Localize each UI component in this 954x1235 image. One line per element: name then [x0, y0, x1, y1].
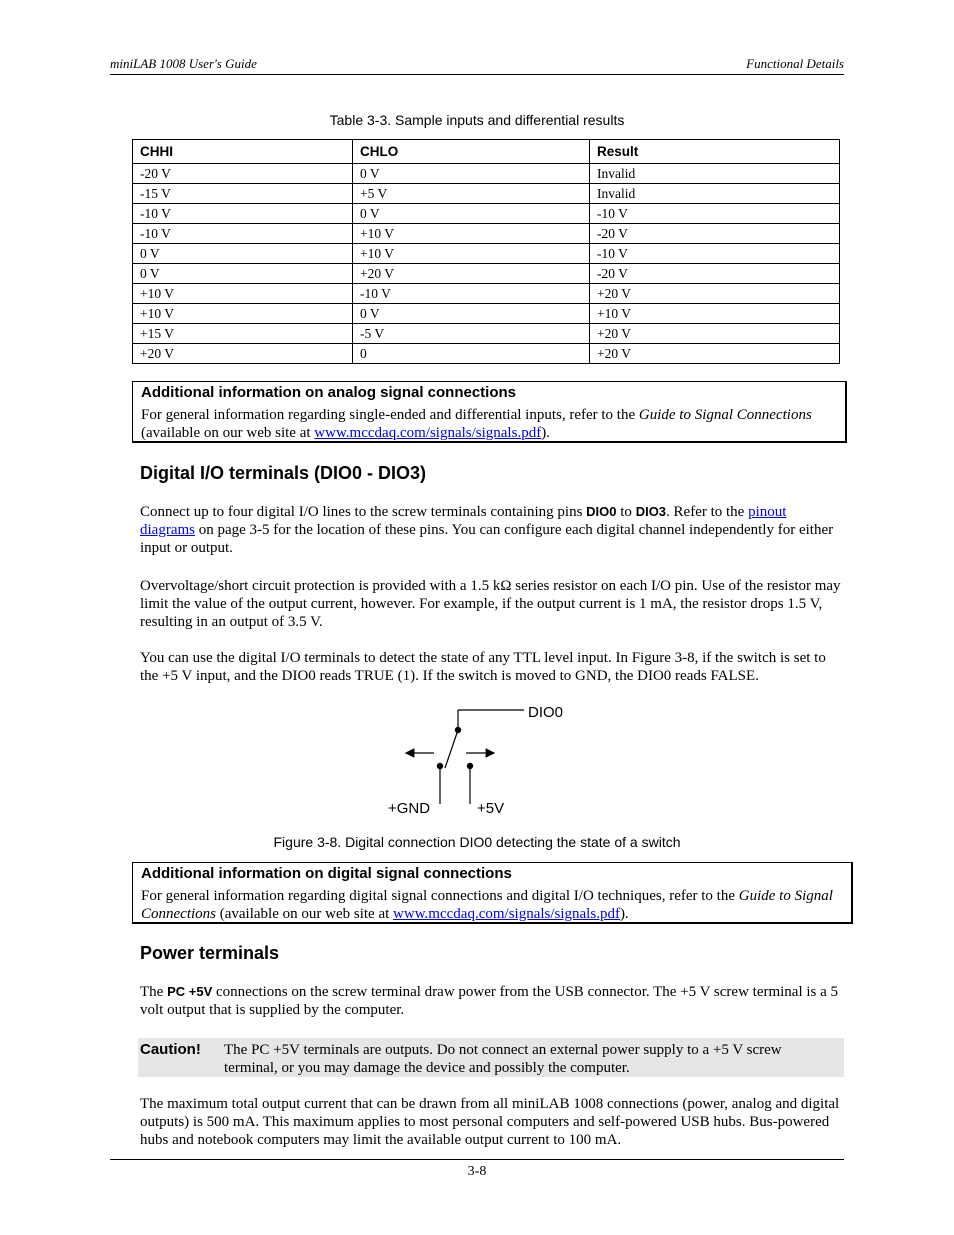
table-cell: -5 V — [353, 324, 590, 344]
table-cell: +10 V — [590, 304, 840, 324]
table-row — [133, 264, 840, 284]
column-header: Result — [590, 140, 840, 164]
dio0-wire — [458, 710, 524, 730]
switch-diagram — [380, 698, 580, 820]
table-cell: 0 V — [133, 244, 353, 264]
table-cell: +10 V — [353, 224, 590, 244]
caution-box — [138, 1038, 844, 1077]
table-cell: Invalid — [590, 184, 840, 204]
label-5v: +5V — [477, 800, 505, 817]
header-doc-title: miniLAB 1008 User's Guide — [110, 56, 257, 71]
page-number: 3-8 — [467, 1164, 487, 1179]
table-cell: +20 V — [590, 344, 840, 364]
pc-5v-term: PC +5V — [167, 984, 213, 999]
table-cell: -20 V — [133, 164, 353, 184]
figure-caption: Figure 3-8. Digital connection DIO0 detecting the state of a switch — [273, 834, 681, 850]
table-cell: -10 V — [353, 284, 590, 304]
table-row — [133, 324, 840, 344]
table-cell: 0 — [353, 344, 590, 364]
table-cell: +10 V — [353, 244, 590, 264]
table-cell: +20 V — [590, 324, 840, 344]
signals-pdf-link[interactable]: www.mccdaq.com/signals/signals.pdf — [393, 906, 620, 922]
digital-info-text: For general information regarding digital signal connections and digital I/O techniques, refer to the Guide to Signal Connections (available on our web site at www.mccdaq.com/signals/signals.pdf). — [141, 888, 833, 922]
switch-blade — [445, 730, 458, 768]
label-gnd: +GND — [388, 800, 431, 817]
digital-paragraph-2: Overvoltage/short circuit protection is provided with a 1.5 kΩ series resistor on each I/O pin. Use of the resistor may limit the value of the output current, however. For example, if the output current is 1 mA, the resistor drops 1.5 V, resulting in an output of 3.5 V. — [140, 578, 841, 630]
page-footer — [110, 1159, 844, 1179]
table-row — [133, 284, 840, 304]
pin-dio0: DIO0 — [586, 504, 617, 519]
power-paragraph-2: The maximum total output current that can be drawn from all miniLAB 1008 connections (power, analog and digital outputs) is 500 mA. This maximum applies to most personal computers and self-powered USB hubs. Bus-powered hubs and notebook computers may limit the available output current to 100 mA. — [140, 1096, 840, 1148]
power-paragraph-1: The PC +5V connections on the screw terminal draw power from the USB connector. The +5 V screw terminal is a 5 volt output that is supplied by the computer. — [140, 984, 839, 1018]
guide-title: Guide to Signal Connections — [638, 407, 812, 423]
caution-label: Caution! — [140, 1041, 201, 1058]
label-dio0: DIO0 — [528, 704, 564, 721]
table-cell: 0 V — [353, 304, 590, 324]
pinout-diagrams-link[interactable]: pinout diagrams — [140, 504, 787, 538]
analog-info-title: Additional information on analog signal connections — [141, 384, 517, 401]
table-cell: +10 V — [133, 284, 353, 304]
table-cell: -10 V — [133, 204, 353, 224]
column-header: CHHI — [133, 140, 353, 164]
analog-info-box — [132, 381, 847, 443]
table-cell: +5 V — [353, 184, 590, 204]
digital-paragraph-3: You can use the digital I/O terminals to detect the state of any TTL level input. In Figure 3-8, if the switch is set to the +5 V input, and the DIO0 reads TRUE (1). If the switch is moved to GND, the DIO0 reads FALSE. — [140, 650, 826, 684]
analog-info-text: For general information regarding single-ended and differential inputs, refer to the Guide to Signal Connections (available on our web site at www.mccdaq.com/signals/signals.pdf). — [141, 407, 812, 441]
table-cell: +20 V — [590, 284, 840, 304]
digital-info-box — [132, 862, 853, 924]
table-cell: -10 V — [590, 204, 840, 224]
digital-info-title: Additional information on digital signal connections — [141, 865, 512, 882]
pin-dio3: DIO3 — [635, 504, 667, 519]
table-cell: +20 V — [133, 344, 353, 364]
table-row — [133, 164, 840, 184]
table-cell: +15 V — [133, 324, 353, 344]
table-row — [133, 224, 840, 244]
table-cell: 0 V — [353, 204, 590, 224]
signals-pdf-link[interactable]: www.mccdaq.com/signals/signals.pdf — [314, 425, 542, 441]
table-row — [133, 204, 840, 224]
guide-title: Guide to Signal Connections — [141, 888, 833, 922]
table-cell: Invalid — [590, 164, 840, 184]
table-cell: 0 V — [133, 264, 353, 284]
table-cell: -10 V — [590, 244, 840, 264]
section-heading-digital-io: Digital I/O terminals (DIO0 - DIO3) — [140, 463, 427, 483]
section-heading-power: Power terminals — [140, 943, 280, 963]
table-cell: +20 V — [353, 264, 590, 284]
table-cell: -10 V — [133, 224, 353, 244]
table-cell: -20 V — [590, 224, 840, 244]
table-row — [133, 304, 840, 324]
table-cell: +10 V — [133, 304, 353, 324]
table-row — [133, 344, 840, 364]
table-cell: -15 V — [133, 184, 353, 204]
table-row — [133, 184, 840, 204]
caution-text: The PC +5V terminals are outputs. Do not connect an external power supply to a +5 V screw terminal, or you may damage the device and possibly the computer. — [224, 1042, 782, 1076]
table-cell: 0 V — [353, 164, 590, 184]
header-section-title: Functional Details — [746, 56, 844, 71]
digital-paragraph-1: Connect up to four digital I/O lines to the screw terminals containing pins DIO0 to DIO3. Refer to the pinout diagrams on page 3-5 for the location of these pins. You can configure each digital channel independently for either input or output. — [140, 504, 834, 556]
table-caption: Table 3-3. Sample inputs and differential results — [329, 112, 625, 128]
table-row — [133, 244, 840, 264]
page-header — [110, 55, 844, 75]
column-header: CHLO — [353, 140, 590, 164]
sample-inputs-table — [132, 139, 840, 364]
table-header-row — [133, 140, 840, 164]
table-cell: -20 V — [590, 264, 840, 284]
